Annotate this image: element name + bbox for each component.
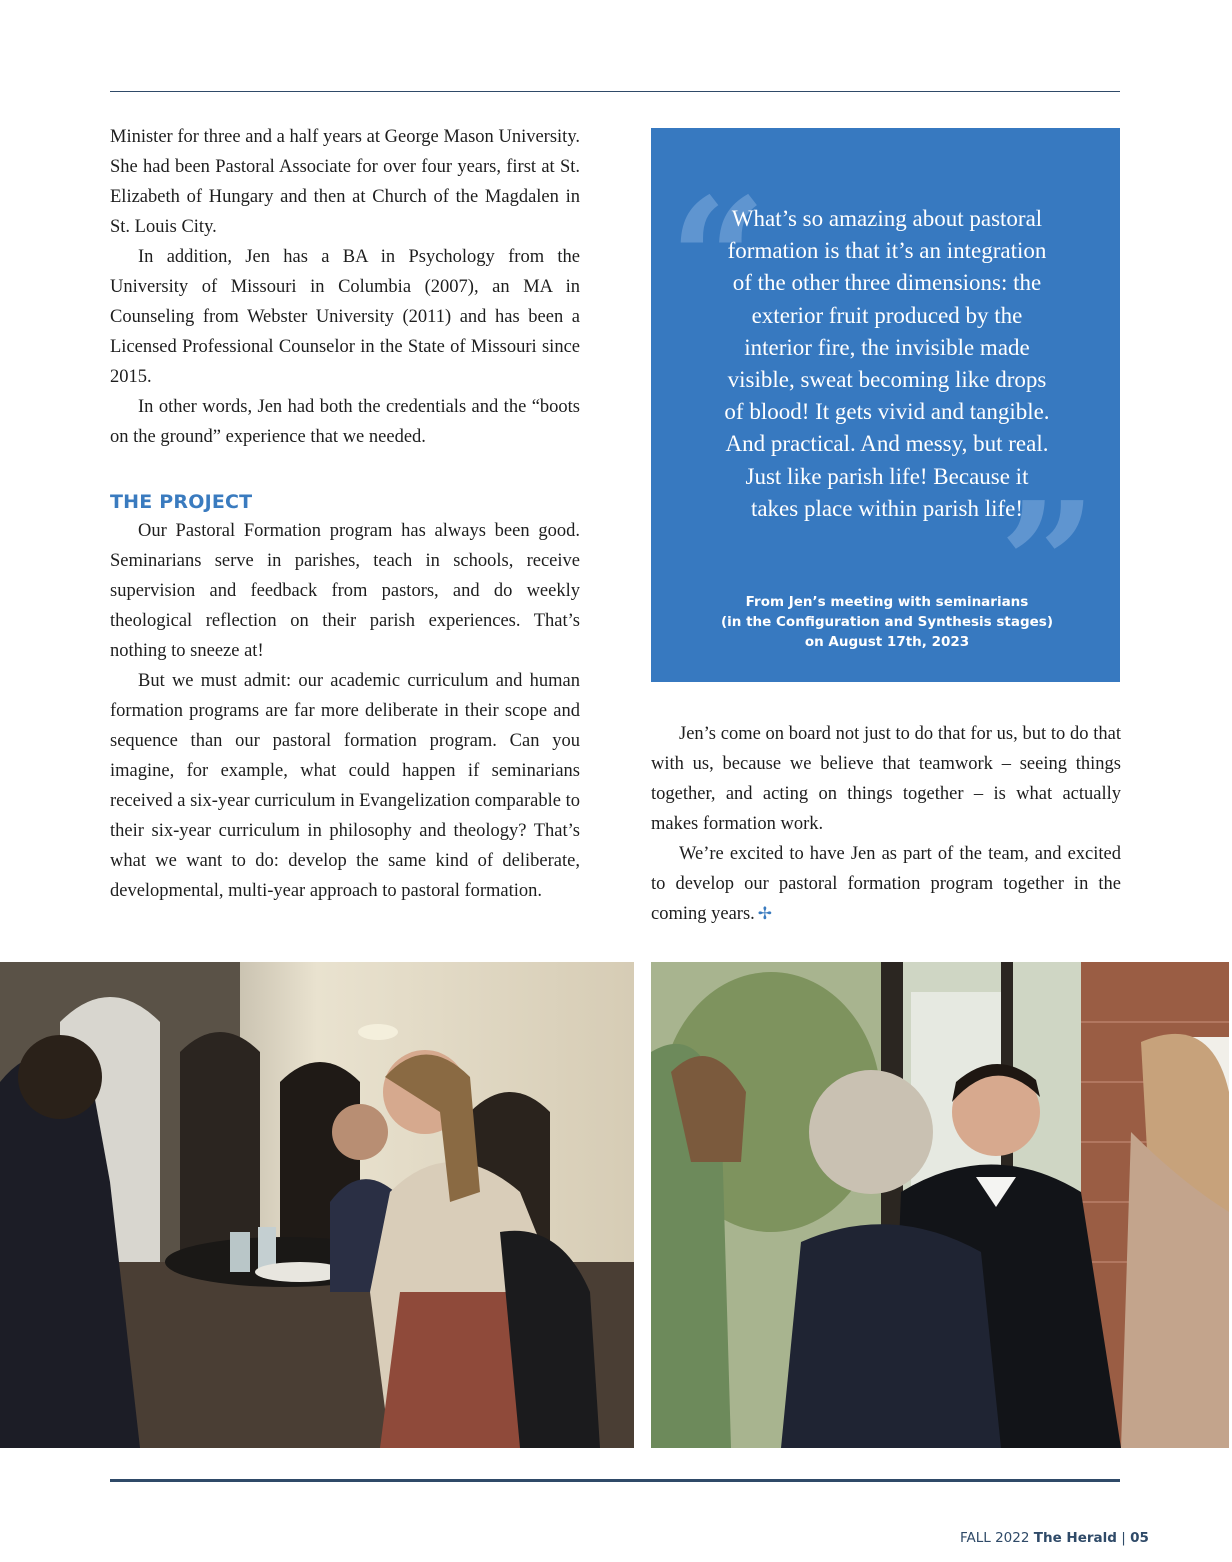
pull-quote-text: What’s so amazing about pastoral formation is that it’s an integration of the other three dimensions: the exterior fruit produced by the interior fire, the invisible made visible, sweat becoming like drops of blood! It gets vivid and tangible. And practical. And messy, but real. Just like parish life! Because it takes place within parish life! [724, 206, 1050, 521]
closing-paragraph-text: We’re excited to have Jen as part of the team, and excited to develop our pastoral formation program together in the coming years. [651, 844, 1121, 924]
close-quote-mark-icon: ” [999, 465, 1097, 665]
right-column [651, 719, 1121, 929]
body-paragraph: In other words, Jen had both the credentials and the “boots on the ground” experience that we needed. [110, 397, 580, 447]
left-column [110, 122, 580, 906]
body-paragraph: In addition, Jen has a BA in Psychology from the University of Missouri in Columbia (2007), an MA in Counseling from Webster University (2011) and has been a Licensed Professional Counselor in the State of Missouri since 2015. [110, 247, 580, 387]
attribution-line: (in the Configuration and Synthesis stages) [721, 614, 1053, 630]
bottom-rule [110, 1479, 1120, 1482]
body-paragraph: Jen’s come on board not just to do that for us, but to do that with us, because we believe that teamwork – seeing things together, and acting on things together – is what actually makes formation work. [651, 724, 1121, 834]
pull-quote-attribution [691, 592, 1083, 652]
dining-hall-photo [0, 962, 634, 1448]
attribution-line: From Jen’s meeting with seminarians [745, 594, 1029, 610]
top-rule [110, 91, 1120, 92]
body-paragraph: Our Pastoral Formation program has always been good. Seminarians serve in parishes, teach in schools, receive supervision and feedback from pastors, and do weekly theological reflection on their parish experiences. That’s nothing to sneeze at! [110, 521, 580, 661]
pull-quote-box [651, 128, 1120, 682]
footer-publication: The Herald [1033, 1530, 1117, 1546]
footer-separator: | [1121, 1530, 1126, 1546]
open-quote-mark-icon: “ [669, 161, 767, 361]
body-paragraph: Minister for three and a half years at George Mason University. She had been Pastoral Associate for over four years, first at St. Elizabeth of Hungary and then at Church of the Magdalen in St. Louis City. [110, 127, 580, 237]
seminarian-group-photo [651, 962, 1229, 1448]
body-paragraph [651, 839, 1121, 929]
dining-hall-photo-illustration [0, 962, 634, 1448]
section-heading: THE PROJECT [110, 491, 253, 513]
page-number: 05 [1130, 1530, 1149, 1546]
seminarian-group-photo-illustration [651, 962, 1229, 1448]
attribution-line: on August 17th, 2023 [804, 634, 970, 650]
body-paragraph: But we must admit: our academic curriculum and human formation programs are far more deliberate in their scope and sequence than our pastoral formation program. Can you imagine, for example, what could happen if seminarians received a six-year curriculum in Evangelization comparable to their six-year curriculum in philosophy and theology? That’s what we want to do: develop the same kind of deliberate, developmental, multi-year approach to pastoral formation. [110, 671, 580, 901]
cross-end-mark-icon: ✢ [757, 904, 773, 924]
footer-issue: FALL 2022 [960, 1530, 1030, 1546]
page-footer [960, 1530, 1160, 1546]
